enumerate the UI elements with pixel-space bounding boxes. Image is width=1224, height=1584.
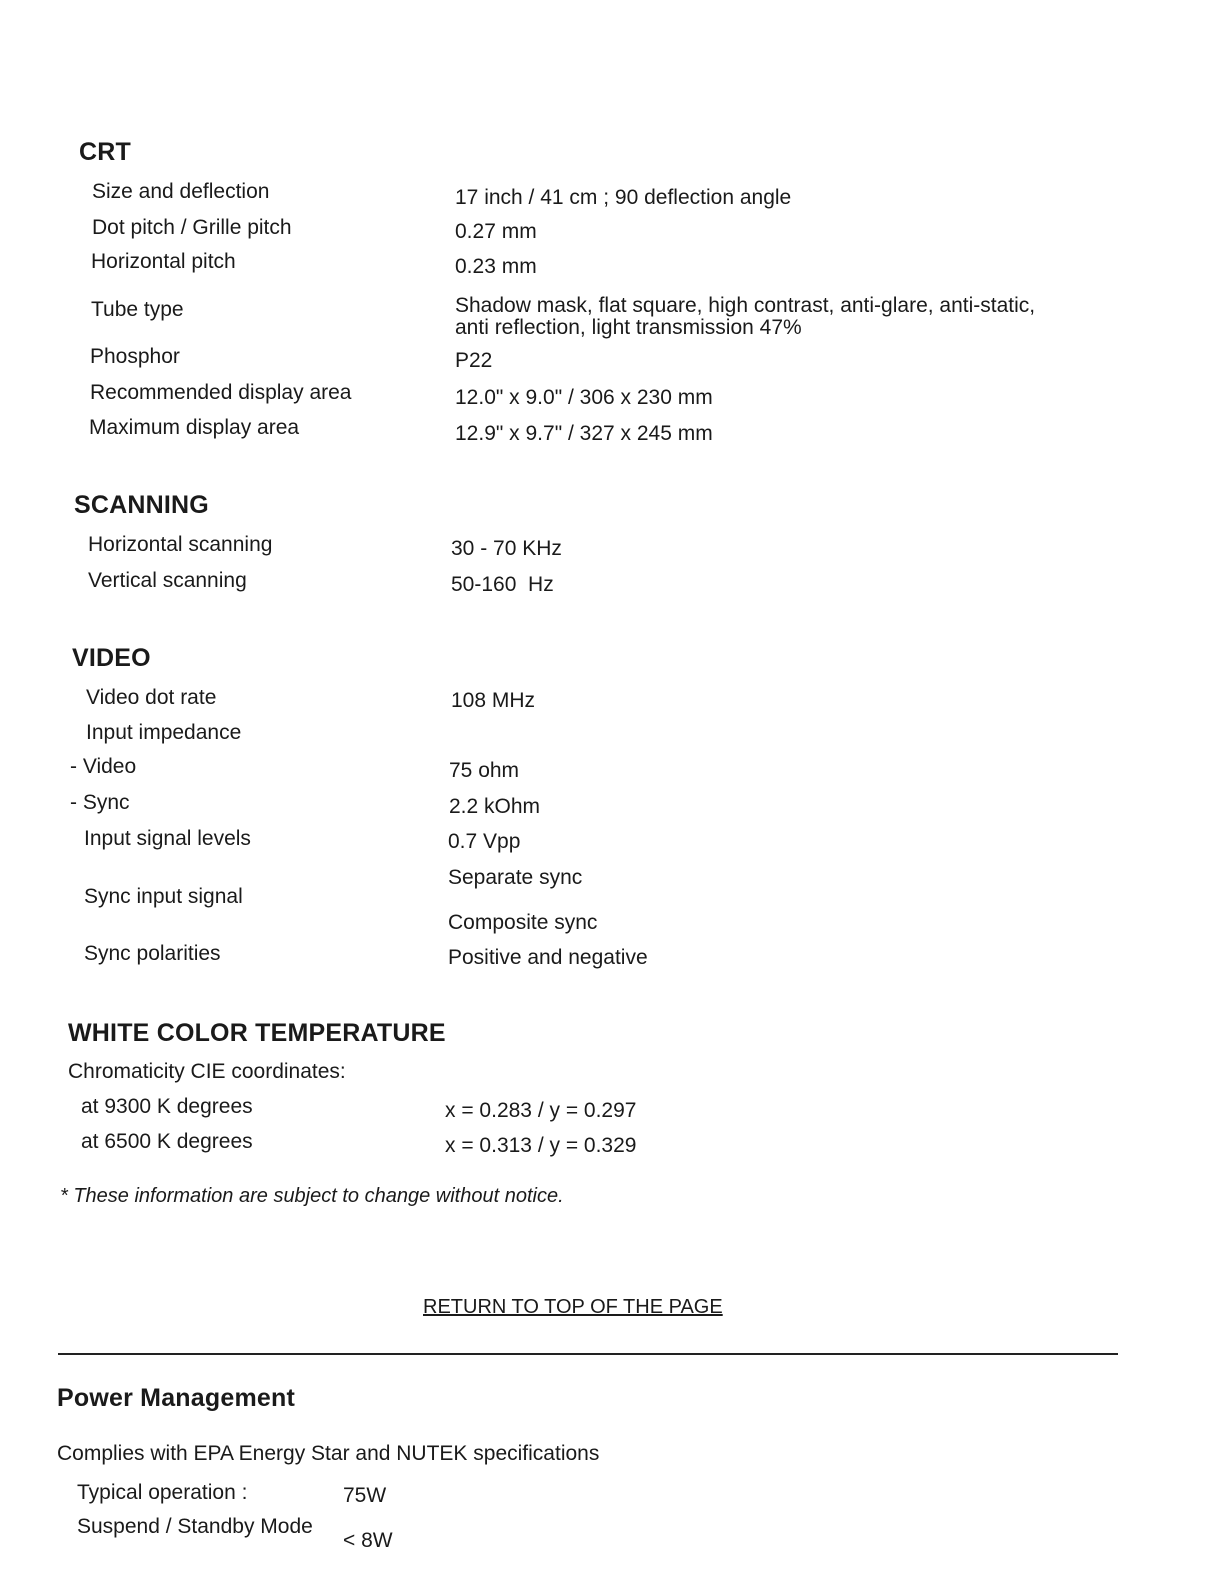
horizontal-pitch-label: Horizontal pitch bbox=[91, 250, 236, 273]
maximum-area-label: Maximum display area bbox=[89, 416, 300, 439]
sync-input-composite-value: Composite sync bbox=[448, 911, 598, 934]
tube-type-value: Shadow mask, flat square, high contrast, anti-glare, anti-static, bbox=[455, 294, 1036, 317]
crt-heading: CRT bbox=[79, 138, 131, 166]
video-impedance-value: 75 ohm bbox=[449, 759, 520, 782]
return-to-top-link[interactable]: RETURN TO TOP OF THE PAGE bbox=[423, 1296, 723, 1318]
sync-input-separate-value: Separate sync bbox=[448, 866, 583, 889]
dot-pitch-value: 0.27 mm bbox=[455, 220, 537, 243]
maximum-area-value: 12.9" x 9.7" / 327 x 245 mm bbox=[455, 422, 713, 445]
input-impedance-label: Input impedance bbox=[86, 721, 242, 744]
typical-operation-value: 75W bbox=[343, 1484, 387, 1507]
white-color-heading: WHITE COLOR TEMPERATURE bbox=[68, 1019, 446, 1047]
power-management-heading: Power Management bbox=[57, 1384, 295, 1412]
temp-6500-value: x = 0.313 / y = 0.329 bbox=[445, 1134, 637, 1157]
sync-polarities-label: Sync polarities bbox=[84, 942, 221, 965]
temp-9300-label: at 9300 K degrees bbox=[81, 1095, 253, 1118]
size-deflection-value: 17 inch / 41 cm ; 90 deflection angle bbox=[455, 186, 792, 209]
scanning-heading: SCANNING bbox=[74, 491, 209, 519]
horizontal-pitch-value: 0.23 mm bbox=[455, 255, 537, 278]
sync-input-signal-label: Sync input signal bbox=[84, 885, 243, 908]
recommended-area-value: 12.0" x 9.0" / 306 x 230 mm bbox=[455, 386, 713, 409]
vertical-scanning-value: 50-160 Hz bbox=[451, 573, 554, 596]
sync-impedance-label: - Sync bbox=[70, 791, 130, 814]
suspend-standby-value: < 8W bbox=[343, 1529, 393, 1552]
suspend-standby-label: Suspend / Standby Mode bbox=[77, 1515, 313, 1538]
horizontal-scanning-label: Horizontal scanning bbox=[88, 533, 273, 556]
input-signal-levels-value: 0.7 Vpp bbox=[448, 830, 521, 853]
tube-type-label: Tube type bbox=[91, 298, 184, 321]
power-compliance-text: Complies with EPA Energy Star and NUTEK specifications bbox=[57, 1442, 600, 1465]
change-notice: * These information are subject to change without notice. bbox=[60, 1185, 564, 1207]
tube-type-value-line2: anti reflection, light transmission 47% bbox=[455, 316, 802, 339]
typical-operation-label: Typical operation : bbox=[77, 1481, 248, 1504]
size-deflection-label: Size and deflection bbox=[92, 180, 270, 203]
video-heading: VIDEO bbox=[72, 644, 151, 672]
input-signal-levels-label: Input signal levels bbox=[84, 827, 251, 850]
phosphor-label: Phosphor bbox=[90, 345, 180, 368]
video-impedance-label: - Video bbox=[70, 755, 137, 778]
video-dot-rate-label: Video dot rate bbox=[86, 686, 217, 709]
phosphor-value: P22 bbox=[455, 349, 493, 372]
dot-pitch-label: Dot pitch / Grille pitch bbox=[92, 216, 292, 239]
temp-6500-label: at 6500 K degrees bbox=[81, 1130, 253, 1153]
temp-9300-value: x = 0.283 / y = 0.297 bbox=[445, 1099, 637, 1122]
chromaticity-subheading: Chromaticity CIE coordinates: bbox=[68, 1060, 346, 1083]
divider bbox=[58, 1353, 1118, 1355]
sync-impedance-value: 2.2 kOhm bbox=[449, 795, 541, 818]
recommended-area-label: Recommended display area bbox=[90, 381, 352, 404]
sync-polarities-value: Positive and negative bbox=[448, 946, 648, 969]
video-dot-rate-value: 108 MHz bbox=[451, 689, 536, 712]
horizontal-scanning-value: 30 - 70 KHz bbox=[451, 537, 562, 560]
vertical-scanning-label: Vertical scanning bbox=[88, 569, 247, 592]
